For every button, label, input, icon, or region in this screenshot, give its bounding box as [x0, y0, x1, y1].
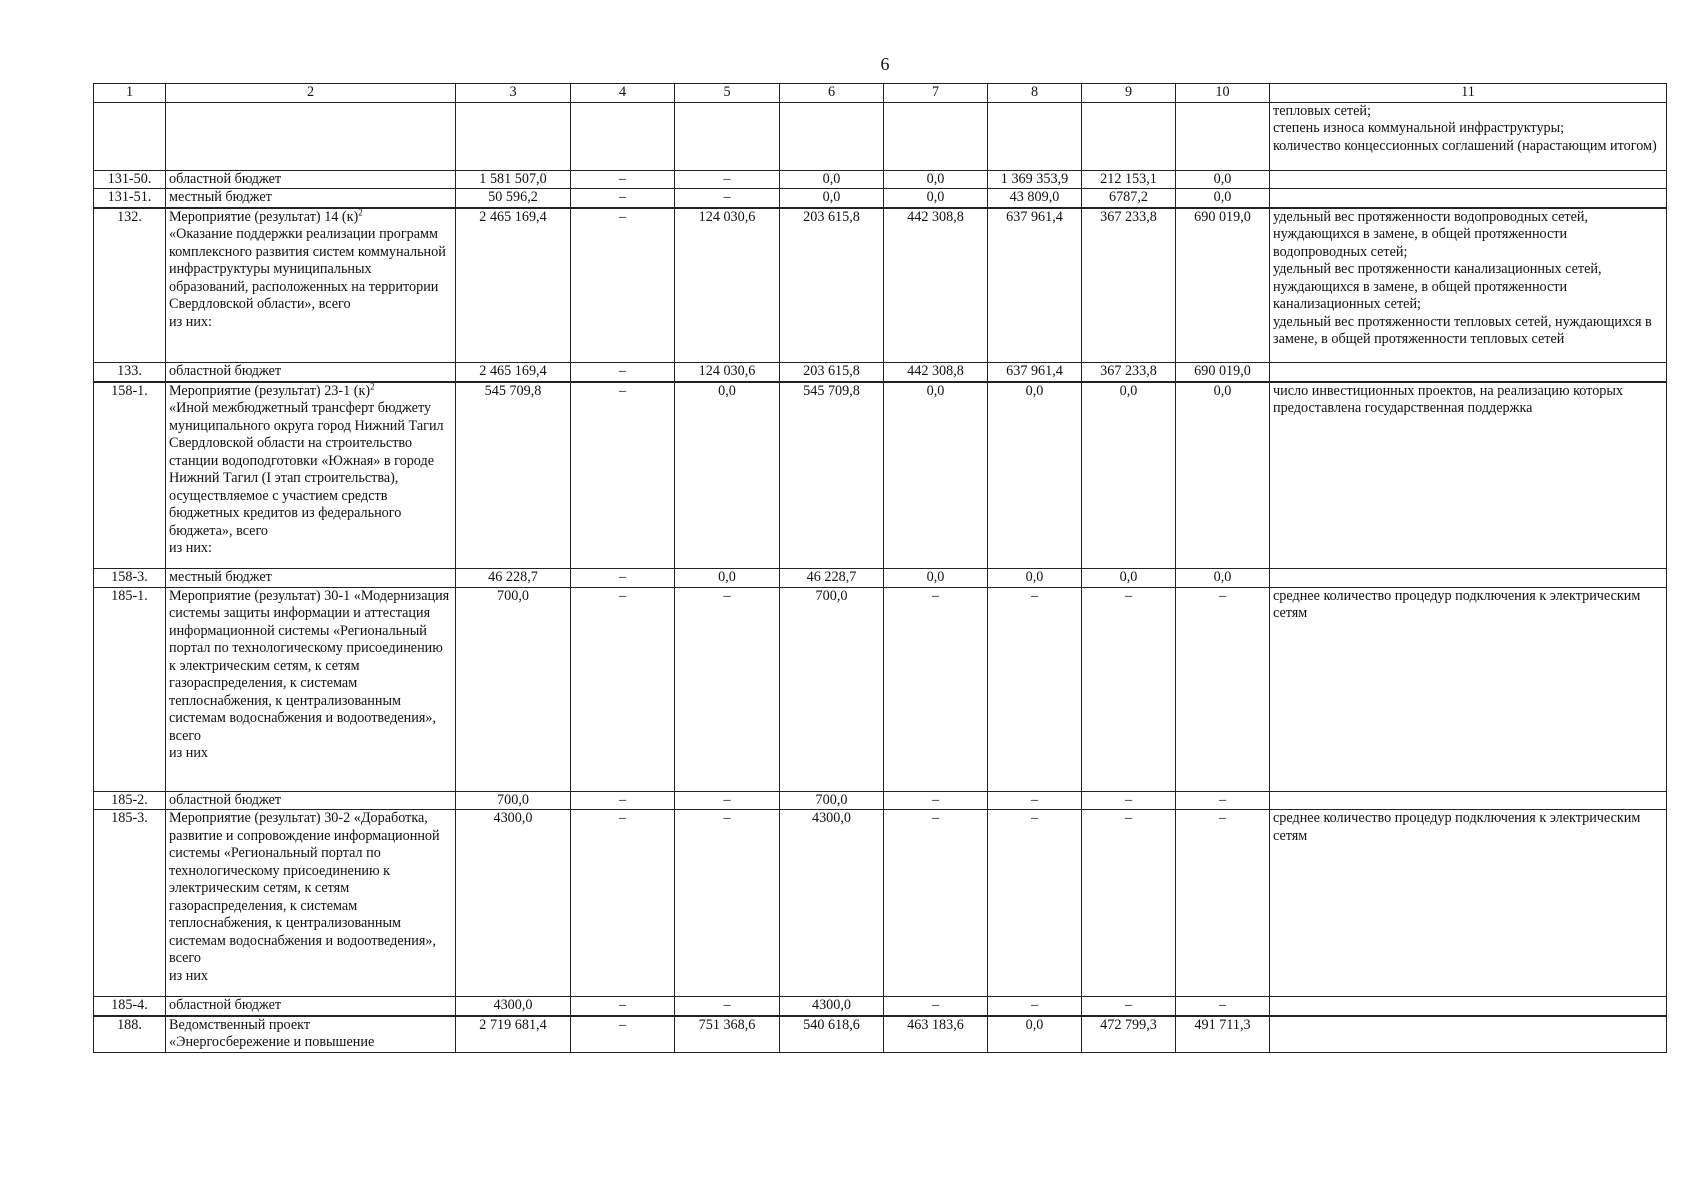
value-cell-c4: – [571, 170, 675, 189]
program-table [93, 83, 1667, 1053]
col-header: 1 [94, 84, 166, 103]
value-cell-c3: 2 465 169,4 [456, 208, 571, 363]
row-name-cell [166, 208, 456, 363]
indicator-cell [1270, 791, 1667, 810]
col-header: 4 [571, 84, 675, 103]
value-cell-c5: – [675, 791, 780, 810]
row-number-cell [94, 102, 166, 170]
page-number: 6 [880, 54, 890, 74]
value-cell-c8 [988, 102, 1082, 170]
value-cell-c6: 0,0 [780, 170, 884, 189]
col-header: 6 [780, 84, 884, 103]
value-cell-c6: 203 615,8 [780, 208, 884, 363]
col-header: 9 [1082, 84, 1176, 103]
value-cell-c9: 0,0 [1082, 569, 1176, 588]
value-cell-c4: – [571, 208, 675, 363]
value-cell-c3: 50 596,2 [456, 189, 571, 208]
row-name-cell: местный бюджет [166, 189, 456, 208]
value-cell-c9: 0,0 [1082, 382, 1176, 569]
table-row [94, 569, 1667, 588]
value-cell-c4: – [571, 791, 675, 810]
table-row [94, 1016, 1667, 1053]
value-cell-c7: – [884, 791, 988, 810]
col-header: 11 [1270, 84, 1667, 103]
table-row [94, 997, 1667, 1016]
value-cell-c7: 0,0 [884, 189, 988, 208]
header-row [94, 84, 1667, 103]
indicator-cell [1270, 170, 1667, 189]
value-cell-c6: 545 709,8 [780, 382, 884, 569]
value-cell-c10 [1176, 102, 1270, 170]
value-cell-c6: 4300,0 [780, 810, 884, 997]
col-header: 5 [675, 84, 780, 103]
value-cell-c3: 46 228,7 [456, 569, 571, 588]
row-name-cell: областной бюджет [166, 363, 456, 382]
col-header: 2 [166, 84, 456, 103]
value-cell-c3: 4300,0 [456, 810, 571, 997]
value-cell-c4: – [571, 382, 675, 569]
value-cell-c10: – [1176, 810, 1270, 997]
value-cell-c9: – [1082, 587, 1176, 791]
value-cell-c4: – [571, 1016, 675, 1053]
value-cell-c6: 700,0 [780, 587, 884, 791]
table-row [94, 208, 1667, 363]
value-cell-c6: 46 228,7 [780, 569, 884, 588]
indicator-cell: удельный вес протяженности водопроводных сетей, нуждающихся в замене, в общей протяженности водопроводных сетей; удельный вес протяженности канализационных сетей, нуждающихся в замене, в общей протяженности канализационных сетей; удельный вес протяженности тепловых сетей, нуждающихся в замене, в общей протяженности тепловых сетей [1270, 208, 1667, 363]
value-cell-c5: – [675, 587, 780, 791]
value-cell-c7: – [884, 997, 988, 1016]
value-cell-c9: 6787,2 [1082, 189, 1176, 208]
value-cell-c8: – [988, 997, 1082, 1016]
table-row [94, 170, 1667, 189]
col-header: 3 [456, 84, 571, 103]
value-cell-c4: – [571, 189, 675, 208]
value-cell-c6: 203 615,8 [780, 363, 884, 382]
row-number-cell: 132. [94, 208, 166, 363]
value-cell-c10: 0,0 [1176, 170, 1270, 189]
col-header: 7 [884, 84, 988, 103]
row-name-cell [166, 102, 456, 170]
row-name-cell: областной бюджет [166, 997, 456, 1016]
row-number-cell: 185-1. [94, 587, 166, 791]
value-cell-c8: 1 369 353,9 [988, 170, 1082, 189]
value-cell-c6: 0,0 [780, 189, 884, 208]
indicator-cell [1270, 363, 1667, 382]
value-cell-c9: 472 799,3 [1082, 1016, 1176, 1053]
value-cell-c7: 0,0 [884, 170, 988, 189]
row-number-cell: 131-51. [94, 189, 166, 208]
row-name-cell [166, 382, 456, 569]
value-cell-c10: 690 019,0 [1176, 208, 1270, 363]
footnote-mark: 2 [370, 380, 375, 391]
col-header: 8 [988, 84, 1082, 103]
table-row [94, 791, 1667, 810]
value-cell-c3: 700,0 [456, 587, 571, 791]
value-cell-c4 [571, 102, 675, 170]
value-cell-c5: 751 368,6 [675, 1016, 780, 1053]
value-cell-c8: – [988, 791, 1082, 810]
value-cell-c7: 0,0 [884, 569, 988, 588]
value-cell-c6: 700,0 [780, 791, 884, 810]
indicator-cell: число инвестиционных проектов, на реализацию которых предоставлена государственная поддержка [1270, 382, 1667, 569]
indicator-cell [1270, 189, 1667, 208]
value-cell-c3: 545 709,8 [456, 382, 571, 569]
indicator-cell: среднее количество процедур подключения к электрическим сетям [1270, 587, 1667, 791]
value-cell-c3: 2 465 169,4 [456, 363, 571, 382]
value-cell-c10: 0,0 [1176, 382, 1270, 569]
value-cell-c3: 700,0 [456, 791, 571, 810]
value-cell-c7 [884, 102, 988, 170]
value-cell-c9: 367 233,8 [1082, 363, 1176, 382]
value-cell-c9 [1082, 102, 1176, 170]
row-name-cell: Мероприятие (результат) 30-1 «Модернизация системы защиты информации и аттестация информационной системы «Региональный портал по технологическому присоединению к электрическим сетям, к сетям газораспределения, к системам теплоснабжения, к централизованным системам водоснабжения и водоотведения», всего из них [166, 587, 456, 791]
value-cell-c5: 124 030,6 [675, 208, 780, 363]
value-cell-c8: 0,0 [988, 569, 1082, 588]
value-cell-c8: – [988, 587, 1082, 791]
value-cell-c10: 491 711,3 [1176, 1016, 1270, 1053]
row-number-cell: 188. [94, 1016, 166, 1053]
row-number-cell: 185-2. [94, 791, 166, 810]
value-cell-c5: 0,0 [675, 382, 780, 569]
col-header: 10 [1176, 84, 1270, 103]
value-cell-c8: 637 961,4 [988, 208, 1082, 363]
row-name-cell: местный бюджет [166, 569, 456, 588]
value-cell-c5: 0,0 [675, 569, 780, 588]
table-row [94, 363, 1667, 382]
value-cell-c7: 463 183,6 [884, 1016, 988, 1053]
value-cell-c5: – [675, 997, 780, 1016]
table-row [94, 587, 1667, 791]
value-cell-c10: 690 019,0 [1176, 363, 1270, 382]
row-number-cell: 185-3. [94, 810, 166, 997]
indicator-cell [1270, 569, 1667, 588]
row-number-cell: 131-50. [94, 170, 166, 189]
value-cell-c7: – [884, 810, 988, 997]
value-cell-c5: – [675, 170, 780, 189]
value-cell-c7: 442 308,8 [884, 363, 988, 382]
value-cell-c10: – [1176, 997, 1270, 1016]
row-number-cell: 133. [94, 363, 166, 382]
value-cell-c4: – [571, 810, 675, 997]
value-cell-c5: – [675, 810, 780, 997]
table-row [94, 810, 1667, 997]
indicator-cell: тепловых сетей; степень износа коммунальной инфраструктуры; количество концессионных соглашений (нарастающим итогом) [1270, 102, 1667, 170]
value-cell-c10: – [1176, 587, 1270, 791]
measure-title: Мероприятие (результат) 14 (к) [169, 208, 359, 225]
value-cell-c9: 212 153,1 [1082, 170, 1176, 189]
row-name-cell: Ведомственный проект «Энергосбережение и повышение [166, 1016, 456, 1053]
row-name-cell: областной бюджет [166, 791, 456, 810]
table-row [94, 102, 1667, 170]
indicator-cell [1270, 997, 1667, 1016]
value-cell-c4: – [571, 363, 675, 382]
value-cell-c4: – [571, 587, 675, 791]
value-cell-c8: 43 809,0 [988, 189, 1082, 208]
measure-title: Мероприятие (результат) 23-1 (к) [169, 382, 371, 399]
measure-description: «Оказание поддержки реализации программ комплексного развития систем коммунальной инфраструктуры муниципальных образований, расположенных на территории Свердловской области», всего из них: [169, 226, 446, 330]
indicator-cell: среднее количество процедур подключения к электрическим сетям [1270, 810, 1667, 997]
value-cell-c10: 0,0 [1176, 569, 1270, 588]
value-cell-c9: 367 233,8 [1082, 208, 1176, 363]
value-cell-c3 [456, 102, 571, 170]
value-cell-c3: 4300,0 [456, 997, 571, 1016]
value-cell-c8: 0,0 [988, 1016, 1082, 1053]
row-name-cell: областной бюджет [166, 170, 456, 189]
value-cell-c7: 0,0 [884, 382, 988, 569]
row-name-cell: Мероприятие (результат) 30-2 «Доработка, развитие и сопровождение информационной системы «Региональный портал по технологическому присоединению к электрическим сетям, к сетям газораспределения, к системам теплоснабжения, к централизованным системам водоснабжения и водоотведения», всего из них [166, 810, 456, 997]
value-cell-c5: 124 030,6 [675, 363, 780, 382]
value-cell-c4: – [571, 569, 675, 588]
value-cell-c5 [675, 102, 780, 170]
footnote-mark: 2 [358, 206, 363, 217]
value-cell-c4: – [571, 997, 675, 1016]
value-cell-c3: 2 719 681,4 [456, 1016, 571, 1053]
value-cell-c7: 442 308,8 [884, 208, 988, 363]
table-row [94, 189, 1667, 208]
row-number-cell: 185-4. [94, 997, 166, 1016]
value-cell-c8: 637 961,4 [988, 363, 1082, 382]
value-cell-c5: – [675, 189, 780, 208]
value-cell-c8: 0,0 [988, 382, 1082, 569]
value-cell-c9: – [1082, 791, 1176, 810]
indicator-cell [1270, 1016, 1667, 1053]
value-cell-c6: 4300,0 [780, 997, 884, 1016]
row-number-cell: 158-3. [94, 569, 166, 588]
value-cell-c10: – [1176, 791, 1270, 810]
value-cell-c9: – [1082, 810, 1176, 997]
value-cell-c7: – [884, 587, 988, 791]
row-number-cell: 158-1. [94, 382, 166, 569]
value-cell-c8: – [988, 810, 1082, 997]
measure-description: «Иной межбюджетный трансферт бюджету муниципального округа город Нижний Тагил Свердловской области на строительство станции водоподготовки «Южная» в городе Нижний Тагил (I этап строительства), осуществляемое с участием средств бюджетных кредитов из федерального бюджета», всего из них: [169, 400, 444, 556]
value-cell-c6 [780, 102, 884, 170]
table-row [94, 382, 1667, 569]
value-cell-c3: 1 581 507,0 [456, 170, 571, 189]
value-cell-c6: 540 618,6 [780, 1016, 884, 1053]
value-cell-c9: – [1082, 997, 1176, 1016]
value-cell-c10: 0,0 [1176, 189, 1270, 208]
